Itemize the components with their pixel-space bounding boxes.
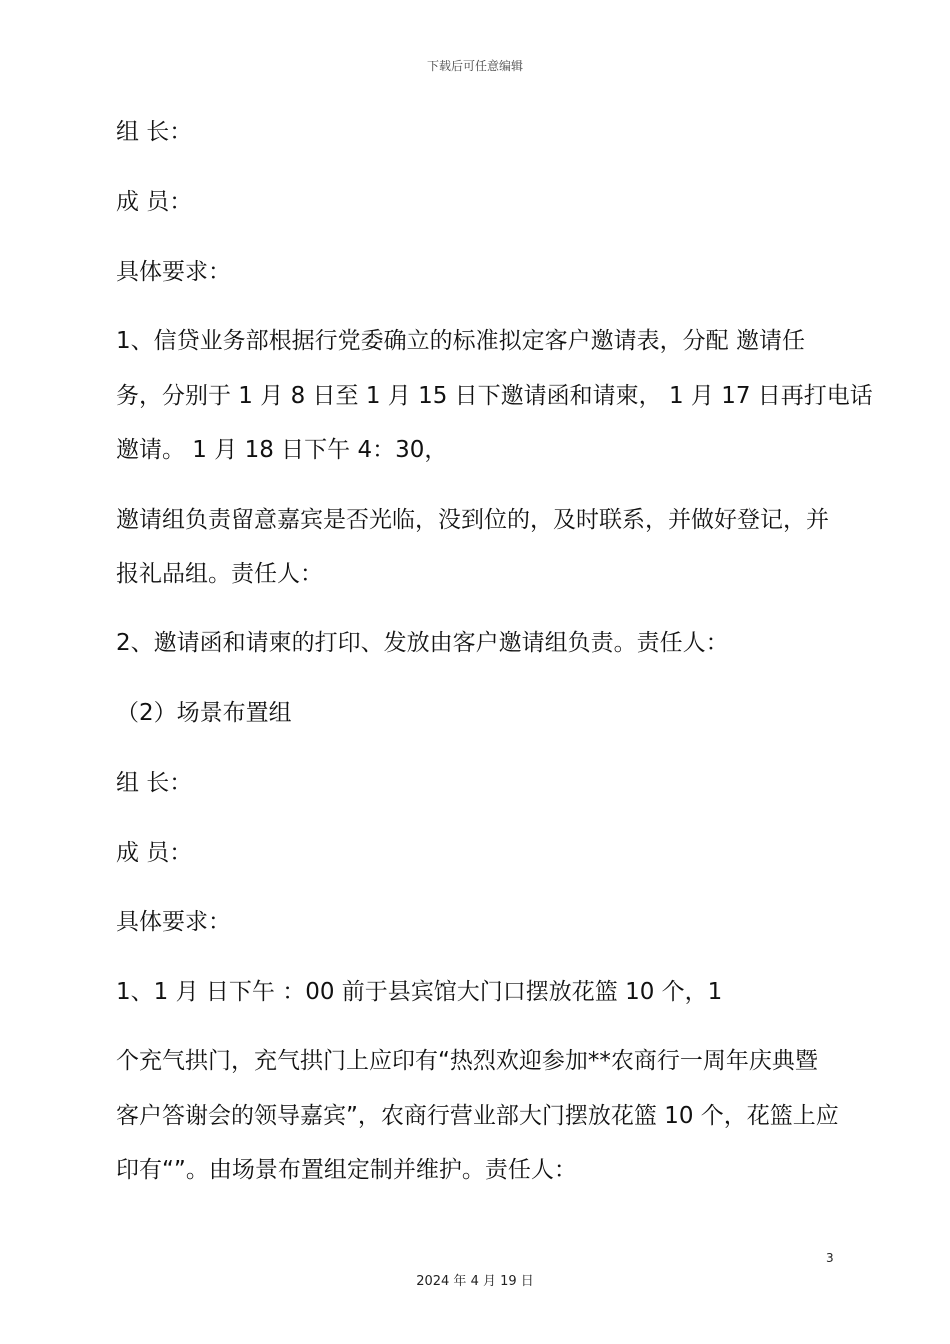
page-number: 3 xyxy=(826,1251,834,1265)
requirements-heading: 具体要求： xyxy=(116,259,231,285)
group-leader-label: 组 长： xyxy=(116,119,193,145)
group-members-label: 成 员： xyxy=(116,189,193,215)
body-paragraph-line: 务，分别于 1 月 8 日至 1 月 15 日下邀请函和请柬， 1 月 17 日再打电话 xyxy=(116,383,873,409)
group-leader-label: 组 长： xyxy=(116,770,193,796)
body-paragraph-line: 个充气拱门，充气拱门上应印有“热烈欢迎参加**农商行一周年庆典暨 xyxy=(116,1048,818,1074)
body-paragraph-line: 报礼品组。责任人： xyxy=(116,561,323,587)
body-paragraph-line: 1、信贷业务部根据行党委确立的标准拟定客户邀请表，分配 邀请任 xyxy=(116,328,805,354)
body-paragraph-line: 印有“”。由场景布置组定制并维护。责任人： xyxy=(116,1157,577,1183)
body-paragraph-line: 1、1 月 日下午 ：00 前于县宾馆大门口摆放花篮 10 个，1 xyxy=(116,979,723,1005)
section-heading: （2）场景布置组 xyxy=(116,700,292,726)
requirements-heading: 具体要求： xyxy=(116,909,231,935)
body-paragraph-line: 客户答谢会的领导嘉宾”，农商行营业部大门摆放花篮 10 个，花篮上应 xyxy=(116,1103,839,1129)
body-paragraph-line: 邀请组负责留意嘉宾是否光临，没到位的，及时联系，并做好登记，并 xyxy=(116,507,829,533)
group-members-label: 成 员： xyxy=(116,840,193,866)
body-paragraph-line: 2、邀请函和请柬的打印、发放由客户邀请组负责。责任人： xyxy=(116,630,729,656)
footer-date: 2024 年 4 月 19 日 xyxy=(416,1274,534,1289)
header-note: 下载后可任意编辑 xyxy=(426,59,523,73)
body-paragraph-line: 邀请。 1 月 18 日下午 4：30， xyxy=(116,437,448,463)
